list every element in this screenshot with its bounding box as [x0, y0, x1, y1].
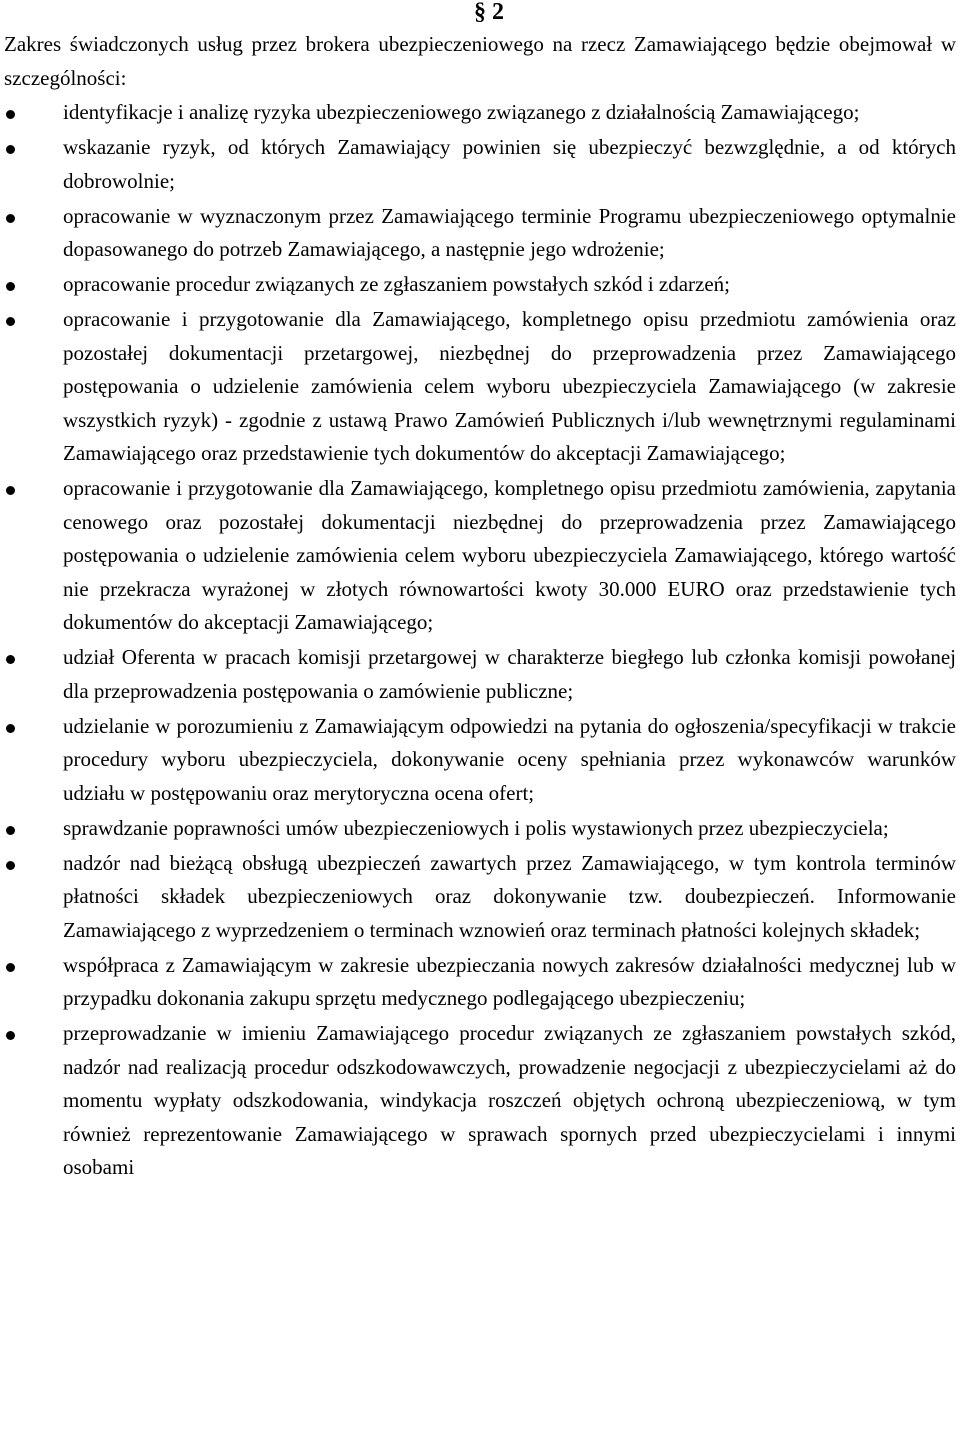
intro-paragraph: Zakres świadczonych usług przez brokera ubezpieczeniowego na rzecz Zamawiającego będzie obejmował w szczególności:: [4, 32, 956, 90]
list-item-text: opracowanie w wyznaczonym przez Zamawiającego terminie Programu ubezpieczeniowego optymalnie dopasowanego do potrzeb Zamawiającego, a następnie jego wdrożenie;: [63, 203, 956, 261]
list-item: [0, 812, 960, 846]
list-item: [0, 847, 960, 948]
list-item: [0, 472, 960, 640]
list-item-text: współpraca z Zamawiającym w zakresie ubezpieczania nowych zakresów działalności medycznej lub w przypadku dokonania zakupu sprzętu medycznego podlegającego ubezpieczeniu;: [63, 952, 956, 1010]
bullet-icon: [6, 826, 15, 835]
bullet-icon: [6, 724, 15, 733]
bullet-icon: [6, 317, 15, 326]
list-item: [0, 641, 960, 708]
bullet-icon: [6, 110, 15, 119]
list-item: [0, 303, 960, 471]
list-item-text: przeprowadzanie w imieniu Zamawiającego procedur związanych ze zgłaszaniem powstałych szkód, nadzór nad realizacją procedur odszkodowawczych, prowadzenie negocjacji z ubezpieczycielami aż do momentu wypłaty odszkodowania, windykacja roszczeń objętych ochroną ubezpieczeniową, w tym również reprezentowanie Zamawiającego w sprawach spornych przed ubezpieczycielami i innymi osobami: [63, 1021, 956, 1179]
list-item: [0, 949, 960, 1016]
list-item-text: identyfikacje i analizę ryzyka ubezpieczeniowego związanego z działalnością Zamawiającego;: [63, 100, 860, 124]
list-item-text: udział Oferenta w pracach komisji przetargowej w charakterze biegłego lub członka komisji powołanej dla przeprowadzenia postępowania o zamówienie publiczne;: [63, 645, 956, 703]
list-item: [0, 96, 960, 130]
bullet-icon: [6, 963, 15, 972]
list-item-text: sprawdzanie poprawności umów ubezpieczeniowych i polis wystawionych przez ubezpieczyciela;: [63, 815, 889, 840]
list-item: [0, 200, 960, 267]
bullet-icon: [6, 1031, 15, 1040]
bullet-icon: [6, 655, 15, 664]
list-item-text: nadzór nad bieżącą obsługą ubezpieczeń zawartych przez Zamawiającego, w tym kontrola terminów płatności składek ubezpieczeniowych oraz dokonywanie tzw. doubezpieczeń. Informowanie Zamawiającego z wyprzedzeniem o terminach wznowień oraz terminach płatności kolejnych składek;: [63, 850, 956, 942]
list-item-text: udzielanie w porozumieniu z Zamawiającym odpowiedzi na pytania do ogłoszenia/specyfikacji w trakcie procedury wyboru ubezpieczyciela, dokonywanie oceny spełniania przez wykonawców warunków udziału w postępowaniu oraz merytoryczna ocena ofert;: [63, 713, 956, 805]
list-item-text: opracowanie i przygotowanie dla Zamawiającego, kompletnego opisu przedmiotu zamówienia oraz pozostałej dokumentacji przetargowej, niezbędnej do przeprowadzenia przez Zamawiającego postępowania o udzielenie zamówienia celem wyboru ubezpieczyciela Zamawiającego (w zakresie wszystkich ryzyk) - zgodnie z ustawą Prawo Zamówień Publicznych i/lub wewnętrznymi regulaminami Zamawiającego oraz przedstawienie tych dokumentów do akceptacji Zamawiającego;: [63, 307, 956, 465]
list-item: [0, 268, 960, 302]
bullet-icon: [6, 282, 15, 291]
bullet-icon: [6, 214, 15, 223]
bullet-icon: [6, 145, 15, 154]
list-item-text: opracowanie procedur związanych ze zgłaszaniem powstałych szkód i zdarzeń;: [63, 272, 731, 296]
list-item-text: opracowanie i przygotowanie dla Zamawiającego, kompletnego opisu przedmiotu zamówienia, zapytania cenowego oraz pozostałej dokumentacji niezbędnej do przeprowadzenia przez Zamawiającego postępowania o udzielenie zamówienia celem wyboru ubezpieczyciela Zamawiającego, którego wartość nie przekracza wyrażonej w złotych równowartości kwoty 30.000 EURO oraz przedstawienie tych dokumentów do akceptacji Zamawiającego;: [63, 476, 956, 634]
bullet-icon: [6, 486, 15, 495]
section-heading: § 2: [474, 0, 504, 25]
list-item: [0, 131, 960, 198]
list-item-text: wskazanie ryzyk, od których Zamawiający powinien się ubezpieczyć bezwzględnie, a od których dobrowolnie;: [63, 135, 956, 193]
bullet-icon: [6, 861, 15, 870]
list-item: [0, 1017, 960, 1185]
services-list: [0, 96, 960, 1185]
list-item: [0, 710, 960, 811]
